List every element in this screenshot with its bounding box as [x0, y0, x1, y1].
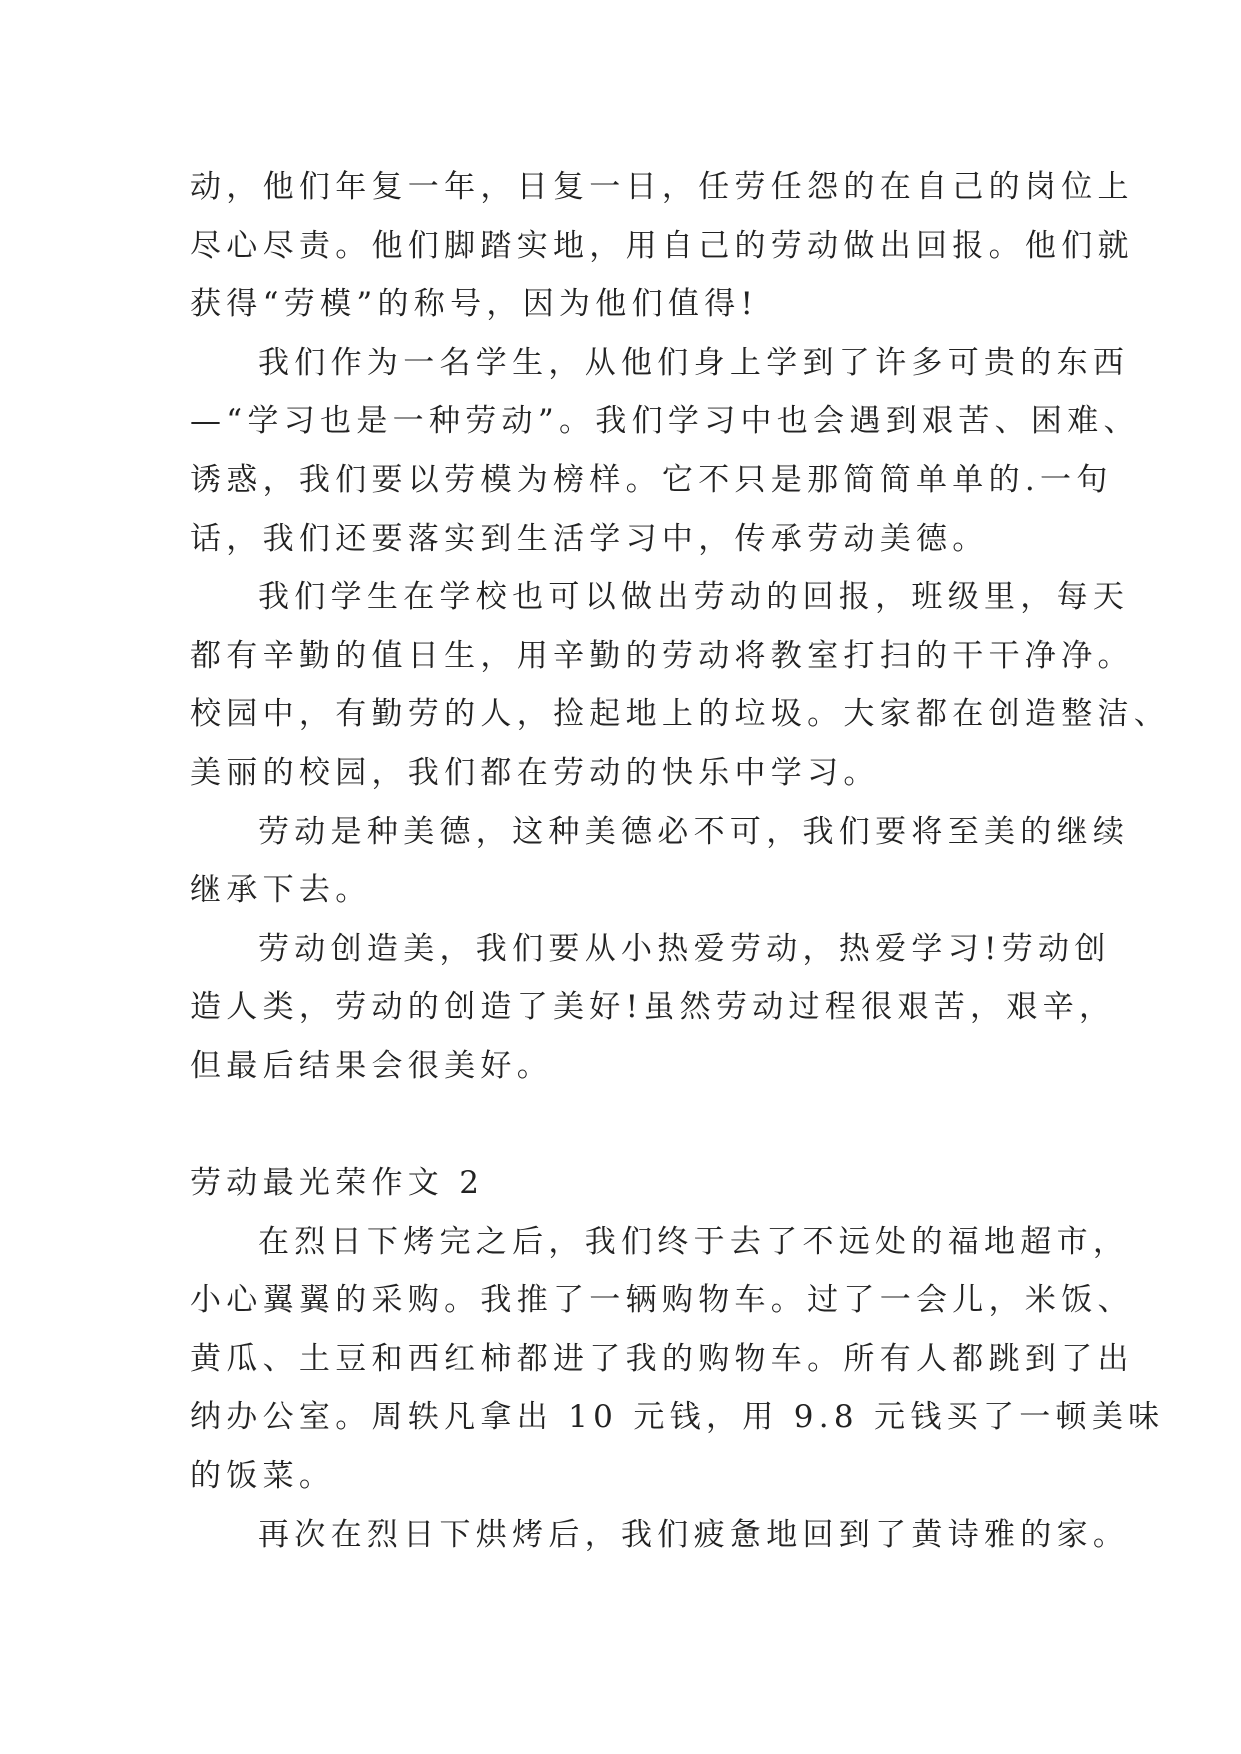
text-line: 纳办公室。周轶凡拿出 10 元钱，用 9.8 元钱买了一顿美味 [190, 1399, 1165, 1436]
text-line: 美丽的校园，我们都在劳动的快乐中学习。 [190, 754, 880, 791]
text-line: 校园中，有勤劳的人，捡起地上的垃圾。大家都在创造整洁、 [190, 696, 1171, 733]
text-line: 都有辛勤的值日生，用辛勤的劳动将教室打扫的干干净净。 [190, 637, 1134, 674]
paragraph-start-line: 劳动是种美德，这种美德必不可，我们要将至美的继续 [258, 813, 1130, 850]
text-line: 但最后结果会很美好。 [190, 1047, 553, 1084]
document-body [190, 158, 1171, 1564]
text-line: 诱惑，我们要以劳模为榜样。它不只是那简简单单的.一句 [190, 461, 1113, 498]
text-line: 的饭菜。 [190, 1458, 336, 1495]
paragraph-start-line: 再次在烈日下烘烤后，我们疲惫地回到了黄诗雅的家。 [258, 1516, 1130, 1553]
text-line: 造人类，劳动的创造了美好!虽然劳动过程很艰苦，艰辛， [190, 989, 1116, 1026]
paragraph-start-line: 我们作为一名学生，从他们身上学到了许多可贵的东西 [258, 344, 1130, 381]
text-line: 继承下去。 [190, 872, 372, 909]
text-line: 话，我们还要落实到生活学习中，传承劳动美德。 [190, 520, 989, 557]
text-line: 小心翼翼的采购。我推了一辆购物车。过了一会儿，米饭、 [190, 1282, 1134, 1319]
text-line: —“学习也是一种劳动”。我们学习中也会遇到艰苦、困难、 [190, 403, 1140, 440]
paragraph-start-line: 在烈日下烤完之后，我们终于去了不远处的福地超市， [258, 1223, 1130, 1260]
text-line: 获得“劳模”的称号，因为他们值得! [190, 286, 759, 323]
paragraph-start-line: 劳动创造美，我们要从小热爱劳动，热爱学习!劳动创 [258, 930, 1111, 967]
text-line: 黄瓜、土豆和西红柿都进了我的购物车。所有人都跳到了出 [190, 1340, 1134, 1377]
paragraph-start-line: 我们学生在学校也可以做出劳动的回报，班级里，每天 [258, 579, 1130, 616]
text-line: 尽心尽责。他们脚踏实地，用自己的劳动做出回报。他们就 [190, 227, 1134, 264]
section-gap [190, 1096, 1070, 1155]
section-heading: 劳动最光荣作文 2 [190, 1165, 485, 1202]
text-line: 动，他们年复一年，日复一日，任劳任怨的在自己的岗位上 [190, 169, 1134, 205]
